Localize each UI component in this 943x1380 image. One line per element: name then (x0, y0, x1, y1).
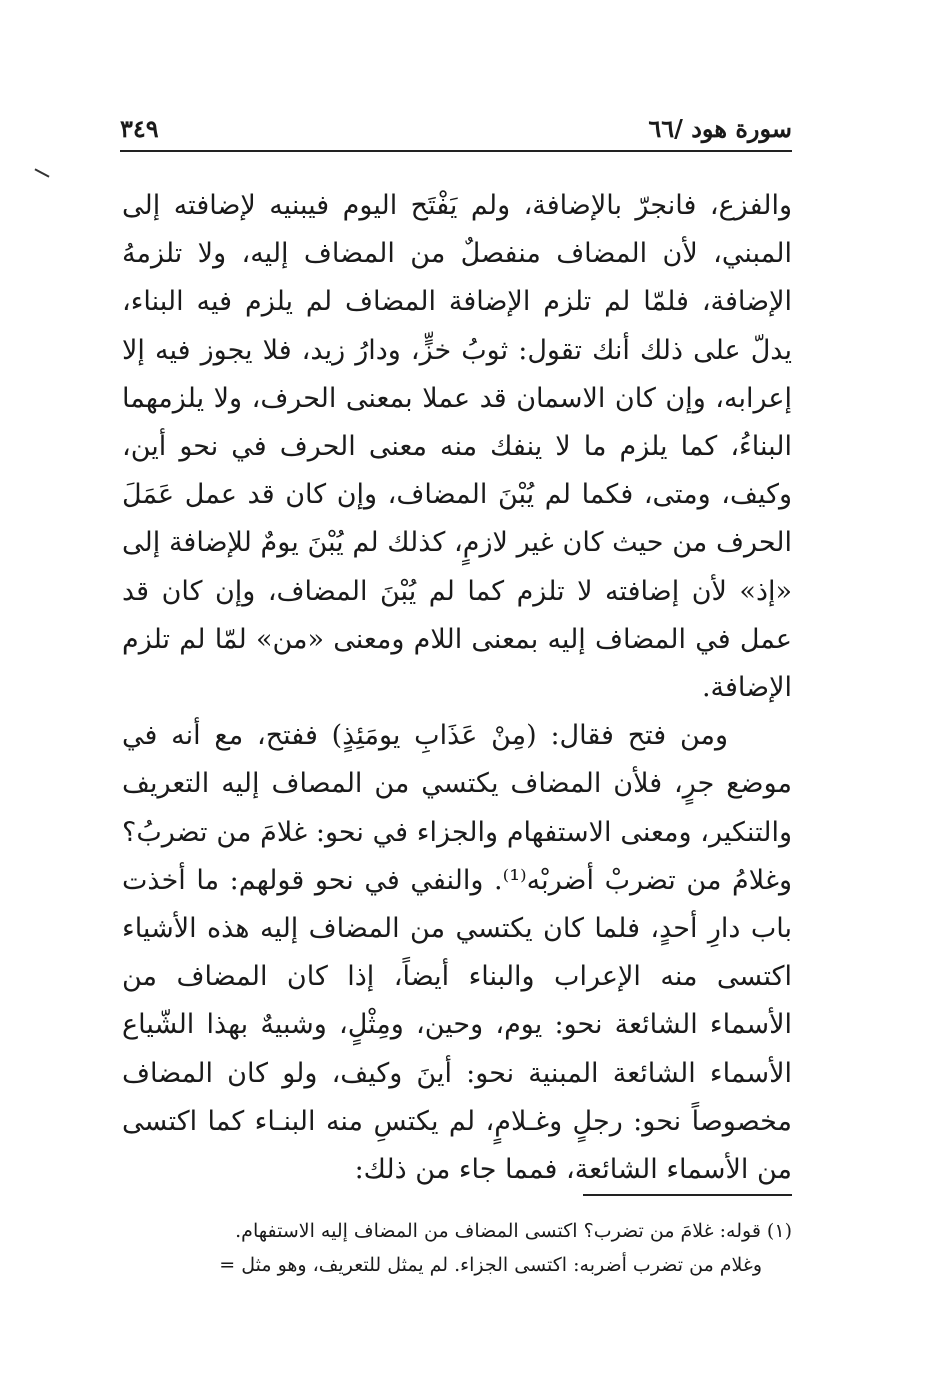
footnote-divider (583, 1194, 792, 1196)
footnotes (122, 1214, 792, 1282)
paragraph-2: ومن فتح فقال: (مِنْ عَذَابِ يومَئِذٍ) ففتح، مع أنه في موضع جرٍ، فلأن المضاف يكتسي من المصاف إليه التعريف والتنكير، ومعنى الاستفهام والجزاء في نحو: غلامَ من تضربُ؟ وغلامُ من تضربْ أضربْه⁽¹⁾. والنفي في نحو قولهم: ما أخذت باب دارِ أحدٍ، فلما كان يكتسي من المضاف إليه هذه الأشياء اكتسى منه الإعراب والبناء أيضاً، إذا كان المضاف من الأسماء الشائعة نحو: يوم، وحين، ومِثْلٍ، وشبيهٌ بهذا الشّياع الأسماء الشائعة المبنية نحو: أينَ وكيف، ولو كان المضاف مخصوصاً نحو: رجلٍ وغـلامٍ، لم يكتسِ منه البنـاء كما اكتسى من الأسماء الشائعة، فمما جاء من ذلك: (122, 720, 792, 1186)
main-text (122, 182, 792, 1194)
paragraph-1: والفزع، فانجرّ بالإضافة، ولم يَفْتَح اليوم فيبنيه لإضافته إلى المبني، لأن المضاف منفصلٌ من المضاف إليه، ولا تلزمهُ الإضافة، فلمّا لم تلزم الإضافة المضاف لم يلزم فيه البناء، يدلّ على ذلك أنك تقول: ثوبُ خزٍّ، ودارُ زيد، فلا يجوز فيه إلا إعرابه، وإن كان الاسمان قد عملا بمعنى الحرف، ولا يلزمهما البناءُ، كما يلزم ما لا ينفك منه معنى الحرف في نحو أين، وكيف، ومتى، فكما لم يُبْنَ المضاف، وإن كان قد عمل عَمَلَ الحرف من حيث كان غير لازمٍ، كذلك لم يُبْنَ يومٌ للإضافة إلى «إذ» لأن إضافته لا تلزم كما لم يُبْنَ المضاف، وإن كان قد عمل في المضاف إليه بمعنى اللام ومعنى «من» لمّا لم تلزم الإضافة. (122, 190, 792, 704)
footnote-line-2: وغلام من تضرب أضربه: اكتسى الجزاء. لم يمثل للتعريف، وهو مثل = (219, 1254, 762, 1276)
stray-pen-mark (34, 168, 49, 177)
running-header-title: سورة هود /٦٦ (648, 114, 792, 143)
footnote-line-1: (١) قوله: غلامَ من تضرب؟ اكتسى المضاف من المضاف إليه الاستفهام. (235, 1220, 792, 1242)
header-divider (120, 150, 792, 152)
running-header (120, 108, 792, 152)
page-number: ٣٤٩ (120, 114, 159, 143)
